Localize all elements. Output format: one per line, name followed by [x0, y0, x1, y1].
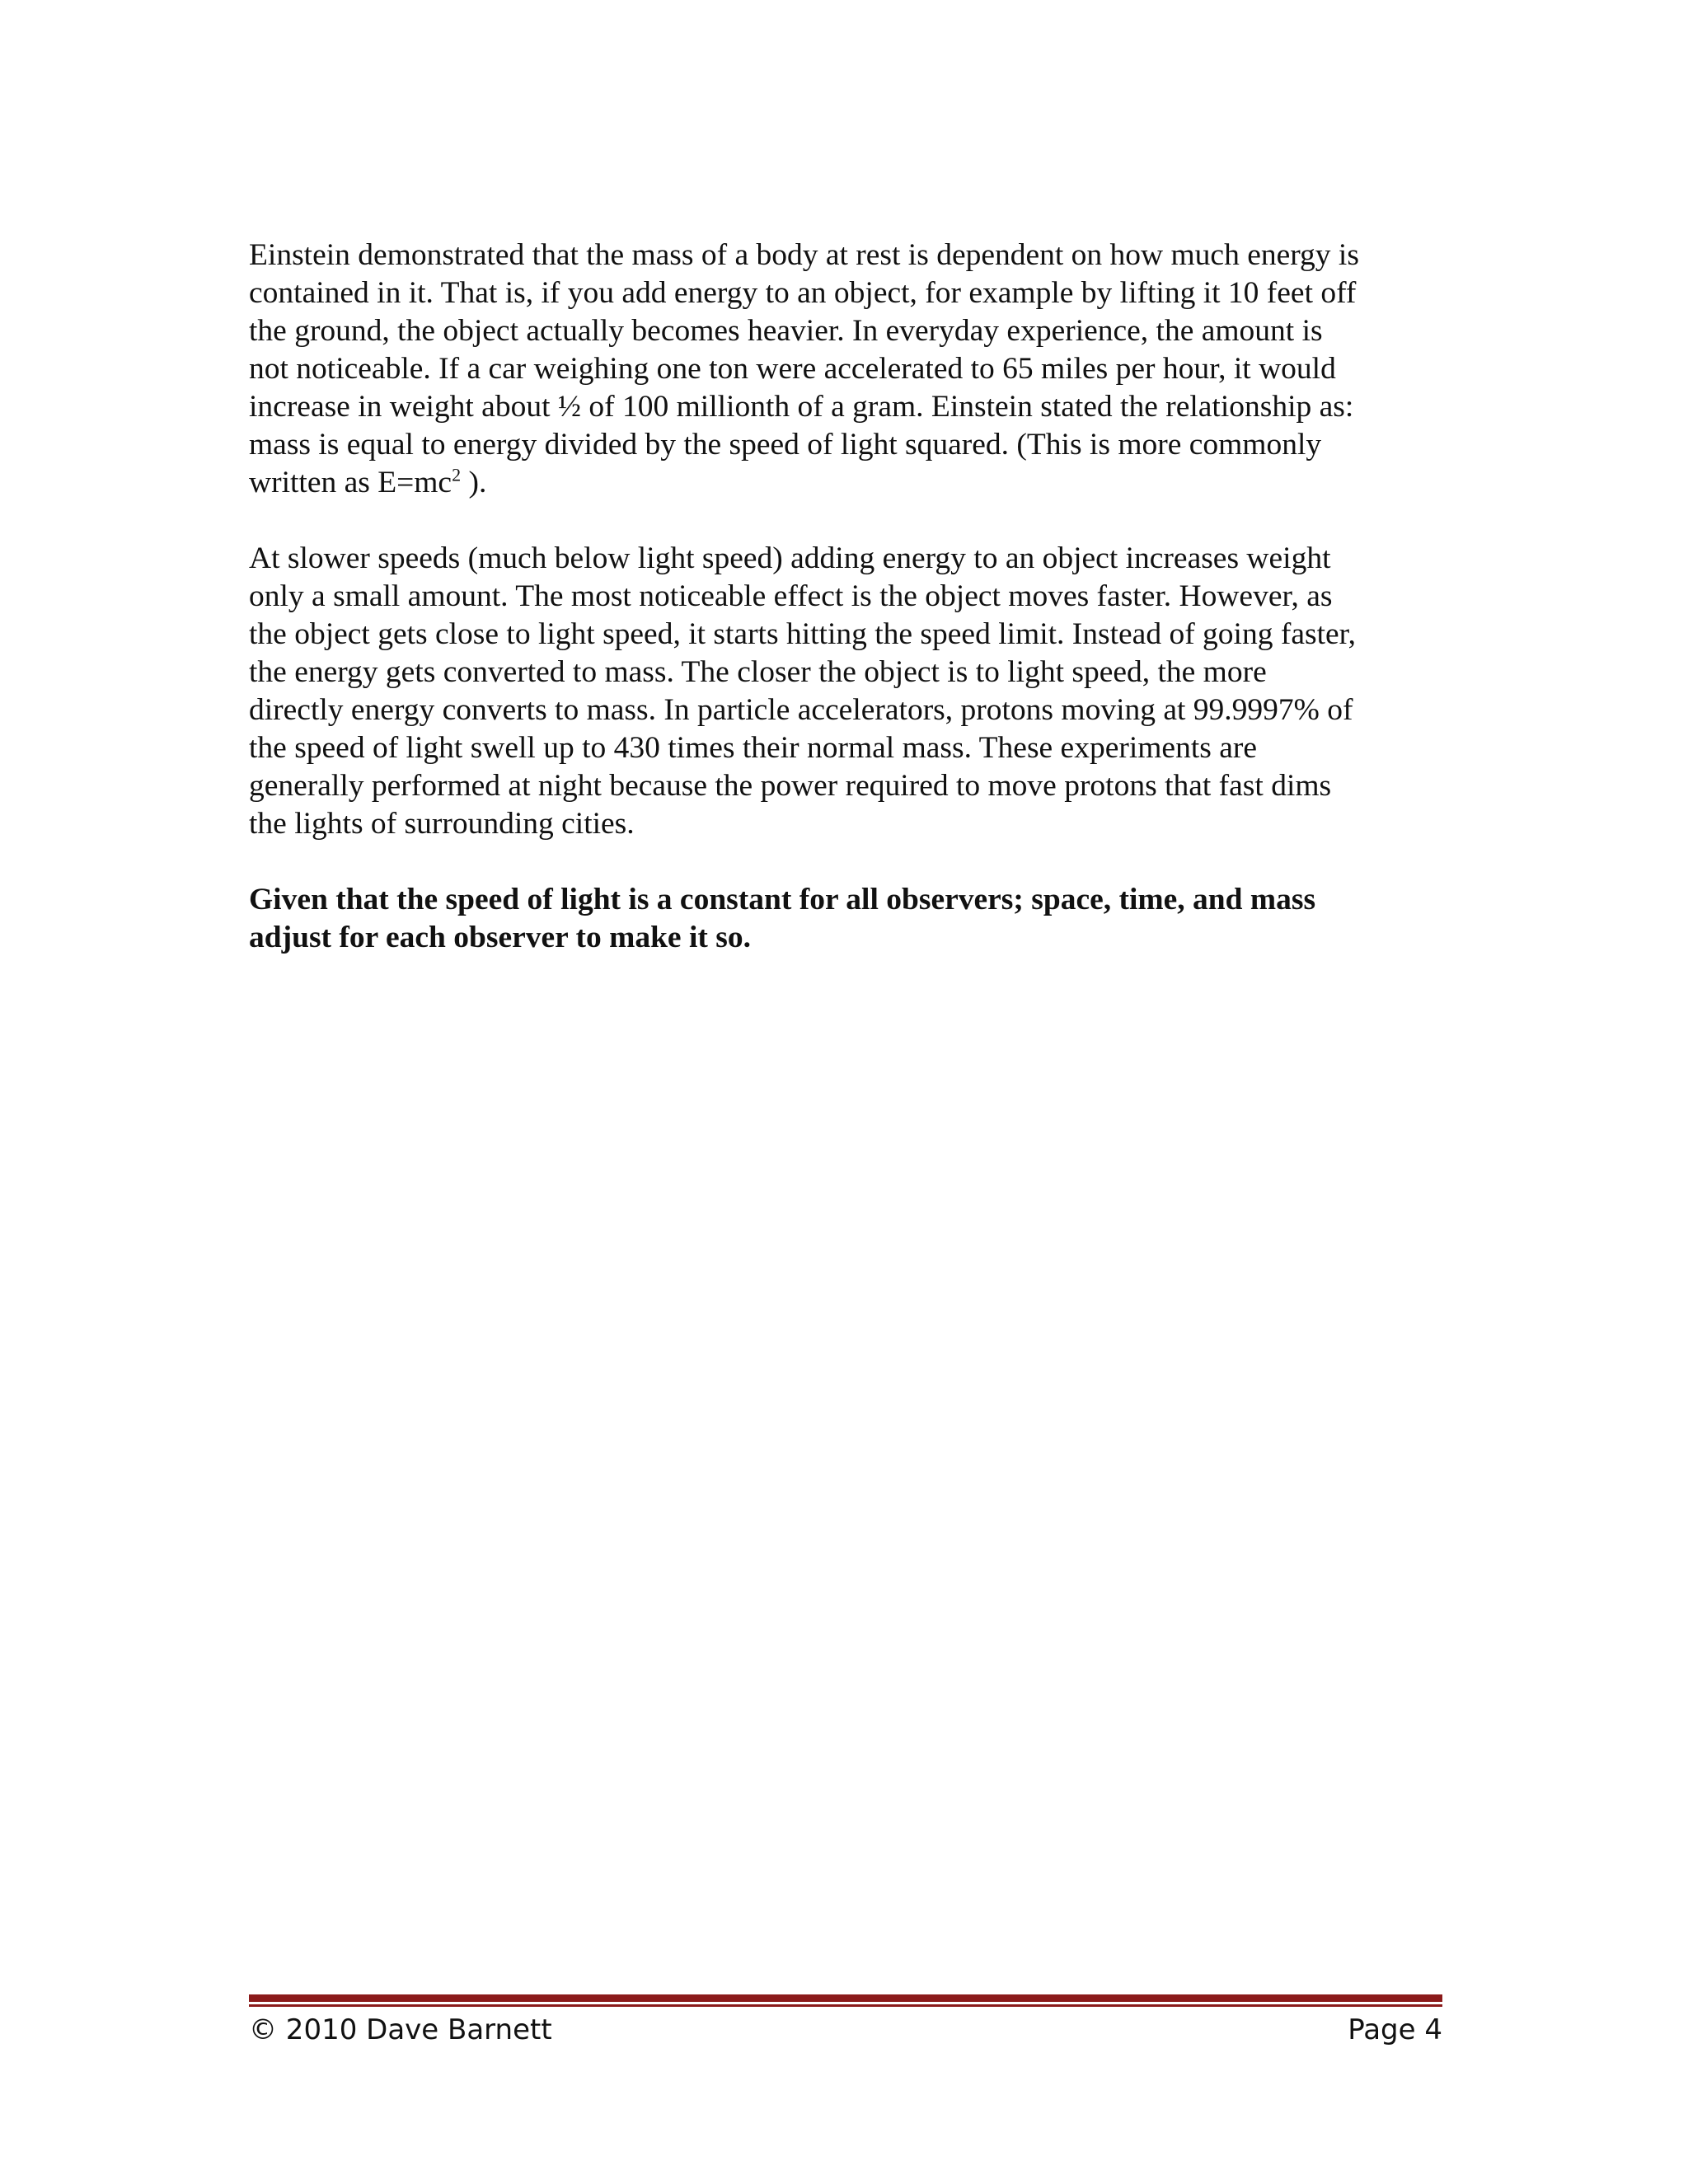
text-line: the energy gets converted to mass. The closer the object is to light speed, the more	[249, 655, 1267, 689]
footer-divider	[249, 1994, 1442, 2007]
text-line: not noticeable. If a car weighing one ton were accelerated to 65 miles per hour, it would	[249, 352, 1336, 386]
paragraph-mass-energy	[249, 237, 1452, 502]
text-line: generally performed at night because the power required to move protons that fast dims	[249, 769, 1332, 803]
text-line: directly energy converts to mass. In particle accelerators, protons moving at 99.9997% of	[249, 693, 1353, 727]
text-line: mass is equal to energy divided by the speed of light squared. (This is more commonly	[249, 428, 1322, 462]
text-line: adjust for each observer to make it so.	[249, 921, 751, 954]
footer-divider-thick	[249, 1994, 1442, 2002]
footer-page-number: Page 4	[1348, 2013, 1442, 2046]
text-line: the object gets close to light speed, it starts hitting the speed limit. Instead of going faster,	[249, 617, 1357, 651]
formula-text: written as E=mc	[249, 466, 452, 499]
text-line: the speed of light swell up to 430 times their normal mass. These experiments are	[249, 731, 1257, 765]
text-line: only a small amount. The most noticeable effect is the object moves faster. However, as	[249, 579, 1333, 613]
text-line: Einstein demonstrated that the mass of a body at rest is dependent on how much energy is	[249, 238, 1359, 272]
text-line: contained in it. That is, if you add energy to an object, for example by lifting it 10 feet off	[249, 276, 1357, 310]
paragraph-light-speed	[249, 540, 1452, 843]
text-line-formula	[249, 464, 1452, 502]
footer-copyright: © 2010 Dave Barnett	[249, 2013, 552, 2046]
text-line: the lights of surrounding cities.	[249, 807, 635, 841]
text-line: the ground, the object actually becomes heavier. In everyday experience, the amount is	[249, 314, 1323, 348]
footer-divider-thin	[249, 2004, 1442, 2007]
text-line: At slower speeds (much below light speed) adding energy to an object increases weight	[249, 541, 1331, 575]
text-line: increase in weight about ½ of 100 millionth of a gram. Einstein stated the relationship as:	[249, 390, 1354, 424]
formula-exponent: 2	[452, 464, 462, 485]
paragraph-conclusion	[249, 881, 1452, 957]
body-text	[249, 237, 1452, 995]
formula-closing: ).	[461, 466, 487, 499]
text-line: Given that the speed of light is a constant for all observers; space, time, and mass	[249, 883, 1316, 916]
